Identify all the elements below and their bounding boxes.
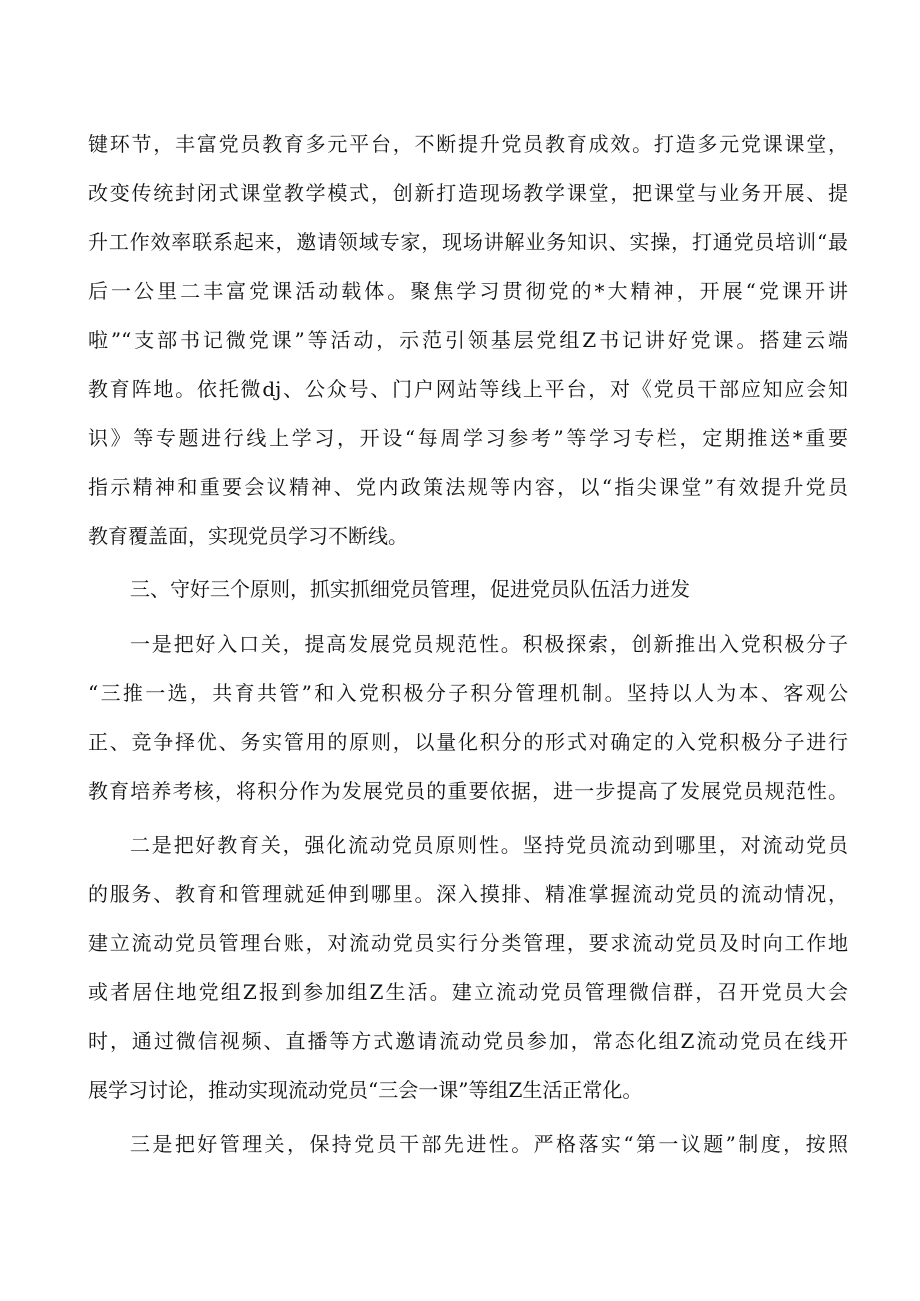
paragraph-first-line: 一是把好入口关，提高发展党员规范性。积极探索，创新推出入党积极分子 xyxy=(130,632,848,656)
body-text-line: 或者居住地党组Z报到参加组Z生活。建立流动党员管理微信群，召开党员大会 xyxy=(88,980,848,1004)
body-text-line: 建立流动党员管理台账，对流动党员实行分类管理，要求流动党员及时向工作地 xyxy=(88,931,848,955)
body-text-line: 时，通过微信视频、直播等方式邀请流动党员参加，常态化组Z流动党员在线开 xyxy=(88,1029,848,1053)
body-text-line: 后一公里二丰富党课活动载体。聚焦学习贯彻党的*大精神，开展“党课开讲 xyxy=(88,279,848,303)
body-text-line: “三推一选，共育共管”和入党积极分子积分管理机制。坚持以人为本、客观公 xyxy=(88,681,848,705)
body-text-line: 识》等专题进行线上学习，开设“每周学习参考”等学习专栏，定期推送*重要 xyxy=(88,426,848,450)
body-text-line: 啦”“支部书记微党课”等活动，示范引领基层党组Z书记讲好党课。搭建云端 xyxy=(88,328,848,352)
body-text-line: 教育覆盖面，实现党员学习不断线。 xyxy=(88,524,408,548)
body-text-line: 的服务、教育和管理就延伸到哪里。深入摸排、精准掌握流动党员的流动情况， xyxy=(88,882,848,906)
body-text-line: 展学习讨论，推动实现流动党员“三会一课”等组Z生活正常化。 xyxy=(88,1078,643,1102)
body-text-line: 指示精神和重要会议精神、党内政策法规等内容，以“指尖课堂”有效提升党员 xyxy=(88,475,848,499)
paragraph-first-line: 三是把好管理关，保持党员干部先进性。严格落实“第一议题”制度，按照 xyxy=(130,1132,848,1156)
body-text-line: 教育阵地。依托微dj、公众号、门户网站等线上平台，对《党员干部应知应会知 xyxy=(88,377,848,401)
body-text-line: 改变传统封闭式课堂教学模式，创新打造现场教学课堂，把课堂与业务开展、提 xyxy=(88,181,848,205)
body-text-line: 教育培养考核，将积分作为发展党员的重要依据，进一步提高了发展党员规范性。 xyxy=(88,779,848,803)
body-text-line: 键环节，丰富党员教育多元平台，不断提升党员教育成效。打造多元党课课堂， xyxy=(88,132,848,156)
section-heading: 三、守好三个原则，抓实抓细党员管理，促进党员队伍活力迸发 xyxy=(130,577,690,601)
body-text-line: 升工作效率联系起来，邀请领域专家，现场讲解业务知识、实操，打通党员培训“最 xyxy=(88,230,848,254)
body-text-line: 正、竞争择优、务实管用的原则，以量化积分的形式对确定的入党积极分子进行 xyxy=(88,730,848,754)
paragraph-first-line: 二是把好教育关，强化流动党员原则性。坚持党员流动到哪里，对流动党员 xyxy=(130,833,848,857)
